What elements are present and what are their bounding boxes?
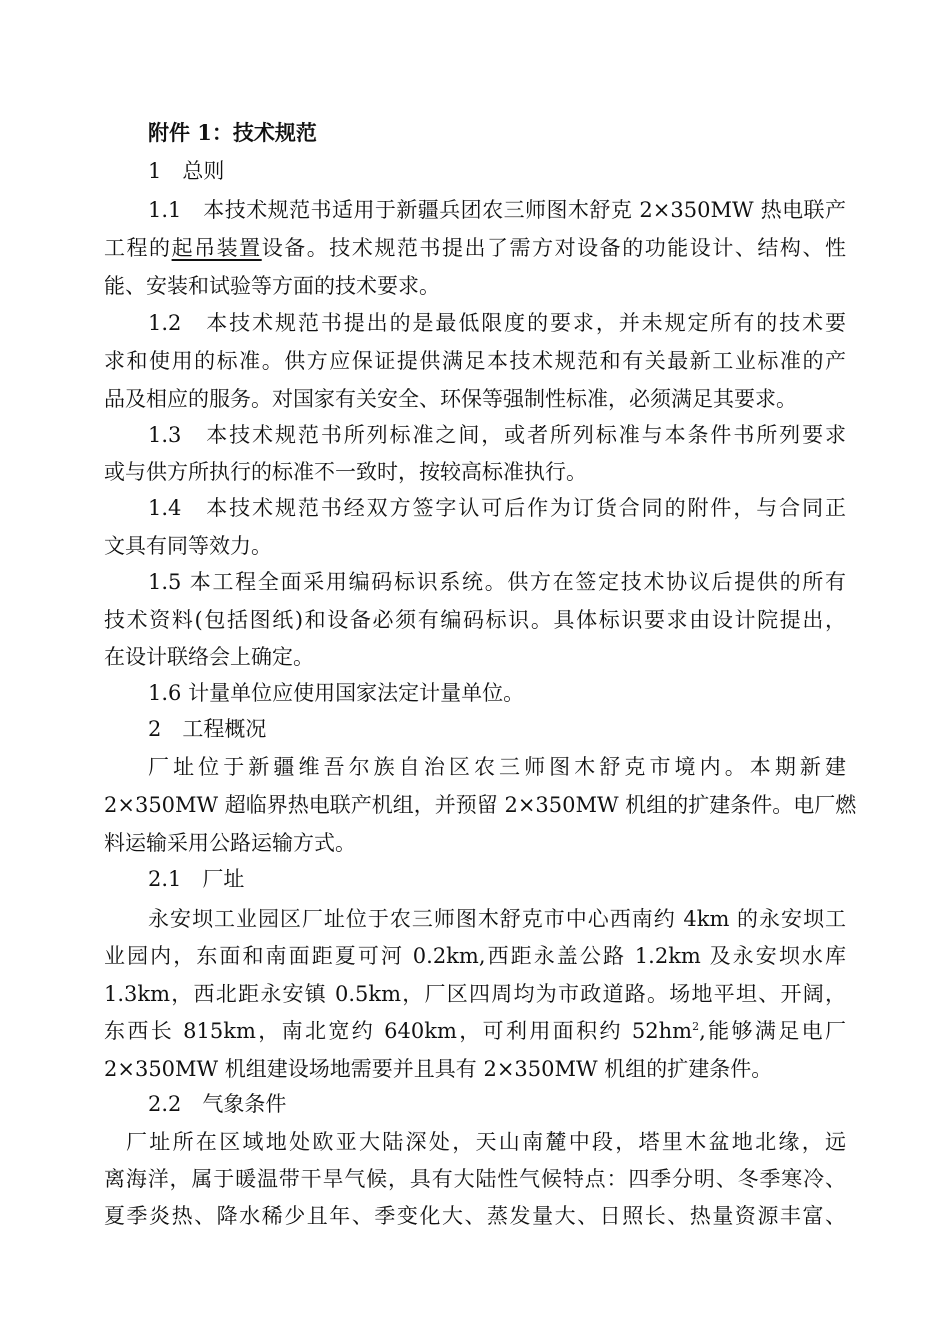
para-1-4-line-2: 文具有同等效力。 [104,534,272,558]
section-1-title: 1 总则 [148,159,225,183]
para-1-5-line-3: 在设计联络会上确定。 [104,645,314,669]
section-2-1-title: 2.1 厂址 [148,867,245,891]
para-1-2-line-3: 品及相应的服务。对国家有关安全、环保等强制性标准，必须满足其要求。 [104,387,797,411]
para-1-6-line-1: 1.6 计量单位应使用国家法定计量单位。 [148,681,525,705]
para-2-line-1: 厂址位于新疆维吾尔族自治区农三师图木舒克市境内。本期新建 [148,755,846,779]
para-2-1-line-4 [104,1012,846,1050]
para-1-2-line-2: 求和使用的标准。供方应保证提供满足本技术规范和有关最新工业标准的产 [104,349,846,373]
para-1-3-line-2: 或与供方所执行的标准不一致时，按较高标准执行。 [104,460,587,484]
para-2-1-line-3: 1.3km，西北距永安镇 0.5km，厂区四周均为市政道路。场地平坦、开阔， [104,982,846,1006]
para-1-1-line-2-prefix: 工程的 [104,236,172,260]
para-2-1-line-1: 永安坝工业园区厂址位于农三师图木舒克市中心西南约 4km 的永安坝工 [148,907,846,931]
para-1-1-line-2 [104,229,846,267]
para-2-2-line-2: 离海洋，属于暖温带干旱气候，具有大陆性气候特点：四季分明、冬季寒冷、 [104,1167,846,1191]
underlined-term: 起吊装置 [171,236,262,260]
para-1-5-line-2: 技术资料(包括图纸)和设备必须有编码标识。具体标识要求由设计院提出， [104,608,846,632]
para-2-2-line-3: 夏季炎热、降水稀少且年、季变化大、蒸发量大、日照长、热量资源丰富、 [104,1204,846,1228]
para-2-1-line-2: 业园内，东面和南面距夏可河 0.2km,西距永盖公路 1.2km 及永安坝水库 [104,944,846,968]
para-1-1-line-3: 能、安装和试验等方面的技术要求。 [104,274,440,298]
para-2-1-line-4-prefix: 东西长 815km，南北宽约 640km，可利用面积约 52hm [104,1019,693,1043]
para-2-line-2: 2×350MW 超临界热电联产机组，并预留 2×350MW 机组的扩建条件。电厂燃 [104,793,857,817]
para-2-2-line-1: 厂址所在区域地处欧亚大陆深处，天山南麓中段，塔里木盆地北缘，远 [126,1130,846,1154]
para-1-5-line-1: 1.5 本工程全面采用编码标识系统。供方在签定技术协议后提供的所有 [148,570,846,594]
para-1-2-line-1: 1.2 本技术规范书提出的是最低限度的要求，并未规定所有的技术要 [148,311,846,335]
section-2-title: 2 工程概况 [148,717,267,741]
para-1-4-line-1: 1.4 本技术规范书经双方签字认可后作为订货合同的附件，与合同正 [148,496,846,520]
para-1-1-line-2-suffix: 设备。技术规范书提出了需方对设备的功能设计、结构、性 [261,236,846,260]
para-1-3-line-1: 1.3 本技术规范书所列标准之间，或者所列标准与本条件书所列要求 [148,423,846,447]
para-2-line-3: 料运输采用公路运输方式。 [104,831,356,855]
para-2-1-line-5: 2×350MW 机组建设场地需要并且具有 2×350MW 机组的扩建条件。 [104,1057,773,1081]
superscript-2: 2 [692,1020,700,1033]
para-1-1-line-1: 1.1 本技术规范书适用于新疆兵团农三师图木舒克 2×350MW 热电联产 [148,198,846,222]
para-2-1-line-4-suffix: ,能够满足电厂 [699,1019,846,1043]
section-2-2-title: 2.2 气象条件 [148,1092,287,1116]
appendix-heading: 附件 1：技术规范 [148,120,317,145]
